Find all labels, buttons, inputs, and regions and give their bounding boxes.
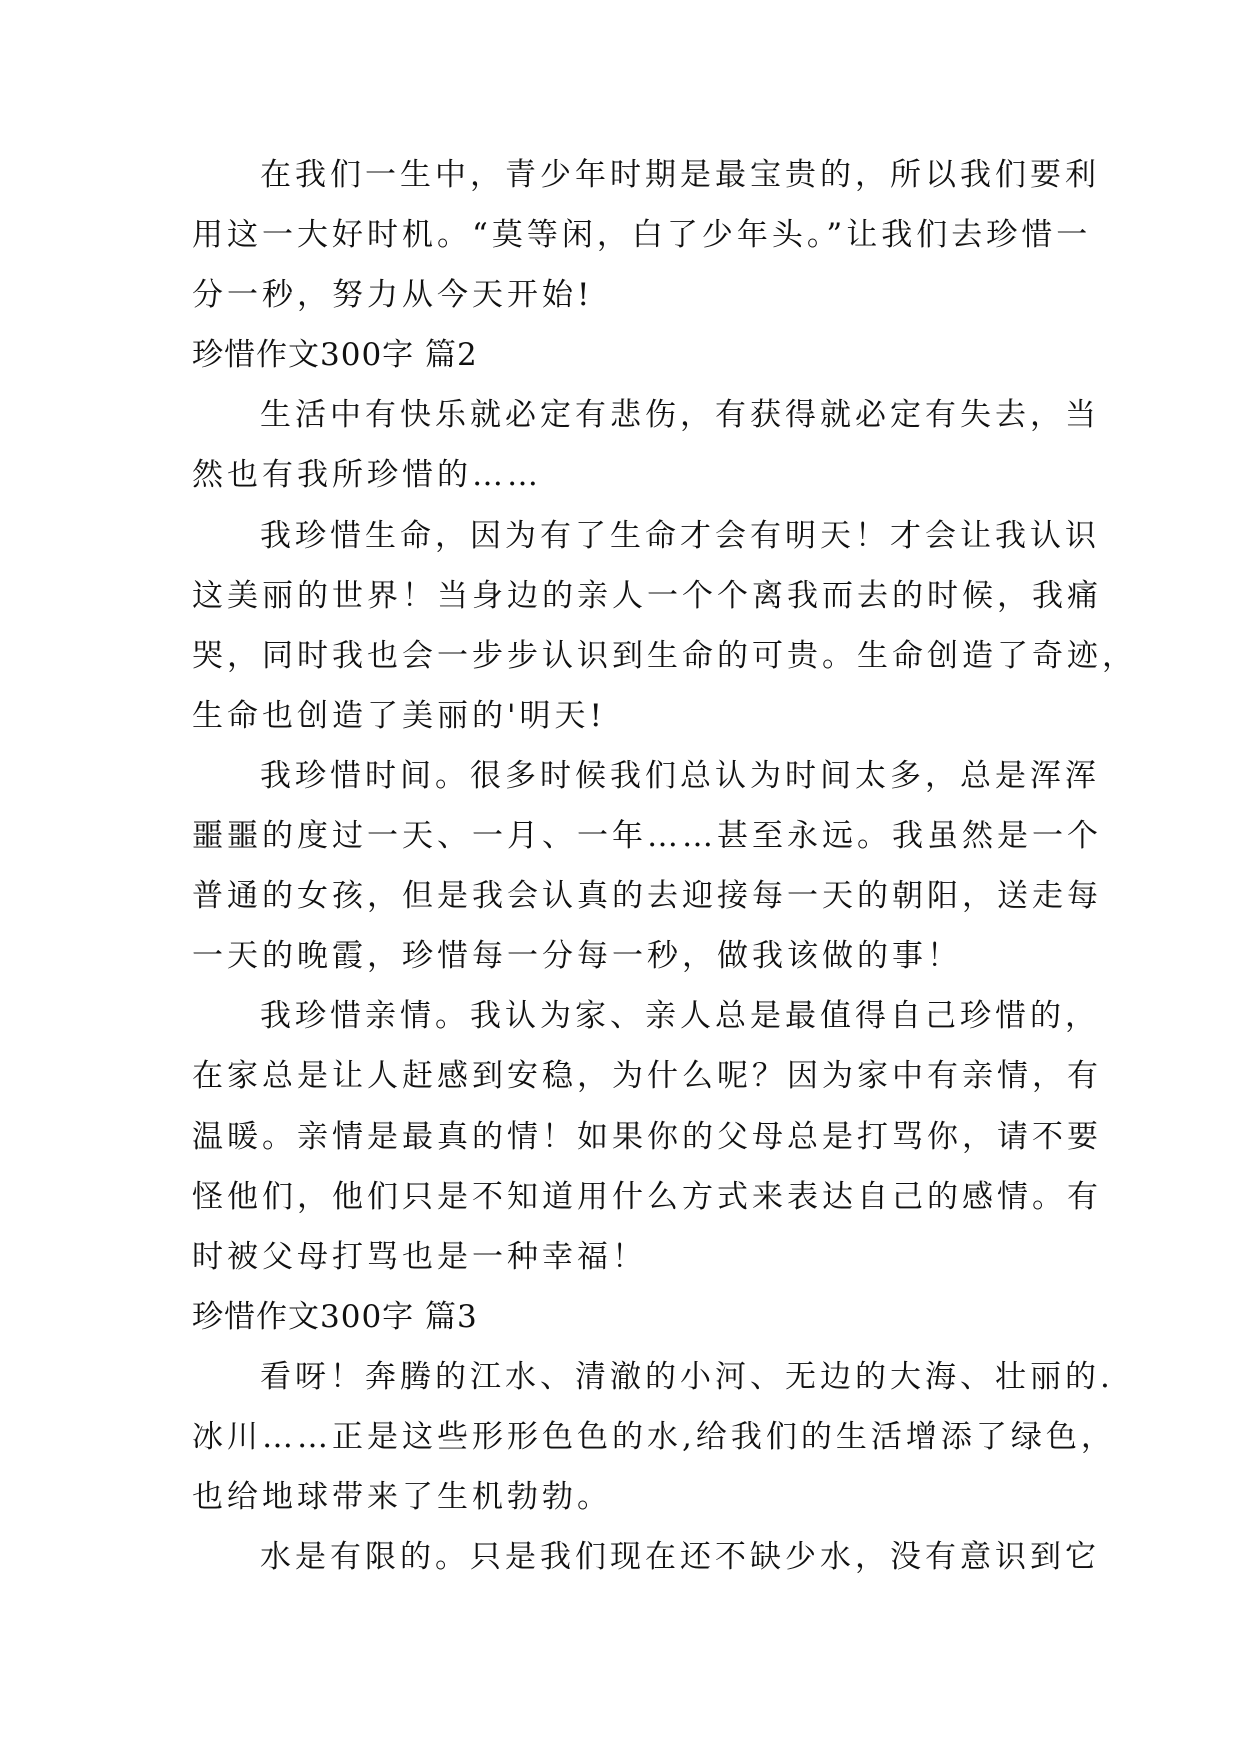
- paragraph-line: 我珍惜亲情。我认为家、亲人总是最值得自己珍惜的，: [260, 998, 1100, 1035]
- paragraph-line: 我珍惜时间。很多时候我们总认为时间太多，总是浑浑: [260, 757, 1100, 794]
- paragraph-line: 这美丽的世界！当身边的亲人一个个离我而去的时候，我痛: [192, 577, 1102, 614]
- paragraph-line: 噩噩的度过一天、一月、一年……甚至永远。我虽然是一个: [192, 818, 1102, 855]
- paragraph-line: 用这一大好时机。“莫等闲，白了少年头。”让我们去珍惜一: [192, 217, 1092, 254]
- paragraph-line: 水是有限的。只是我们现在还不缺少水，没有意识到它: [260, 1539, 1100, 1576]
- paragraph-line: 温暖。亲情是最真的情！如果你的父母总是打骂你，请不要: [192, 1118, 1102, 1155]
- paragraph-line: 我珍惜生命，因为有了生命才会有明天！才会让我认识: [260, 517, 1100, 554]
- paragraph-line: 在我们一生中，青少年时期是最宝贵的，所以我们要利: [260, 157, 1100, 193]
- document-body: [192, 145, 1137, 1587]
- section-heading: 珍惜作文300字 篇2: [192, 337, 478, 374]
- paragraph-line: 生活中有快乐就必定有悲伤，有获得就必定有失去，当: [260, 397, 1100, 434]
- paragraph-line: 普通的女孩，但是我会认真的去迎接每一天的朝阳，送走每: [192, 878, 1102, 915]
- paragraph-line: 时被父母打骂也是一种幸福！: [192, 1238, 647, 1275]
- paragraph-line: 冰川……正是这些形形色色的水,给我们的生活增添了绿色，: [192, 1418, 1116, 1455]
- paragraph-line: 生命也创造了美丽的'明天!: [192, 697, 606, 734]
- paragraph-line: 然也有我所珍惜的……: [192, 457, 542, 494]
- paragraph-line: 哭，同时我也会一步步认识到生命的可贵。生命创造了奇迹，: [192, 637, 1137, 674]
- paragraph-line: 分一秒，努力从今天开始!: [192, 277, 594, 314]
- paragraph-line: 在家总是让人赶感到安稳，为什么呢？因为家中有亲情，有: [192, 1058, 1102, 1095]
- paragraph-line: 一天的晚霞，珍惜每一分每一秒，做我该做的事！: [192, 938, 962, 975]
- section-heading: 珍惜作文300字 篇3: [192, 1298, 478, 1335]
- paragraph-line: 怪他们，他们只是不知道用什么方式来表达自己的感情。有: [192, 1178, 1102, 1215]
- paragraph-line: 也给地球带来了生机勃勃。: [192, 1479, 612, 1516]
- paragraph-line: 看呀！奔腾的江水、清澈的小河、无边的大海、壮丽的.: [260, 1358, 1114, 1395]
